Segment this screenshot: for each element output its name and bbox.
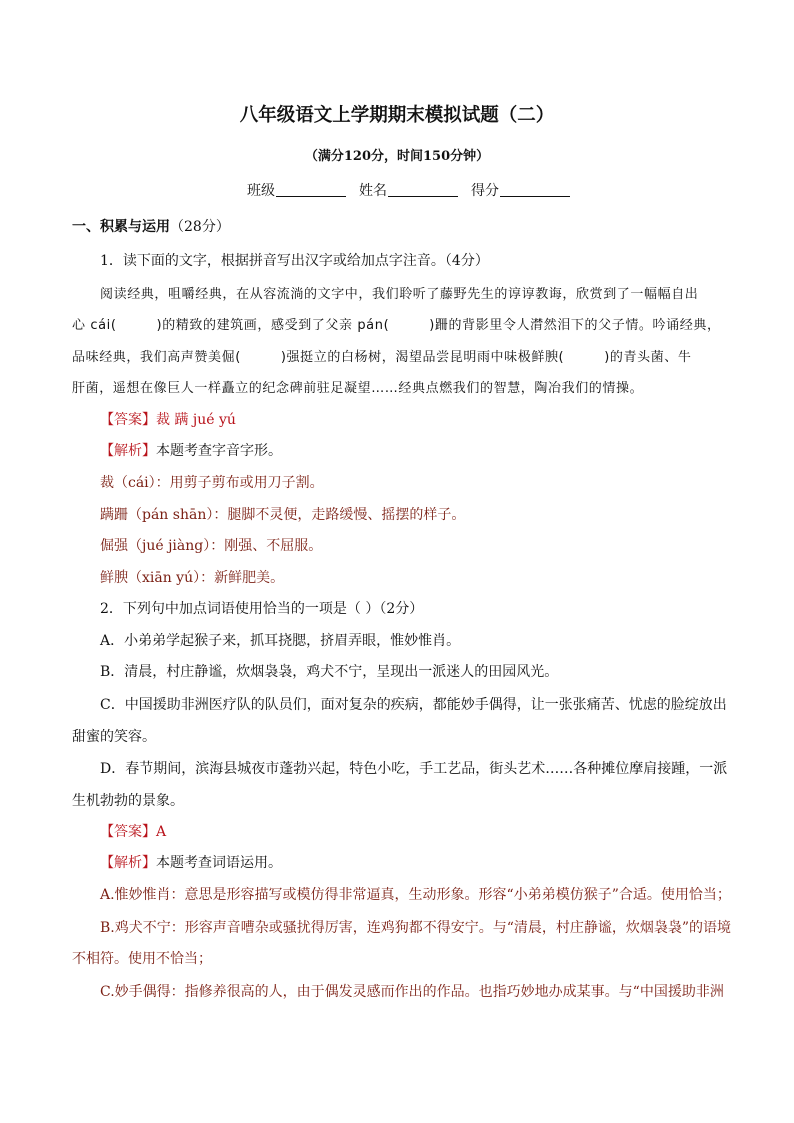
question-2-analysis bbox=[100, 853, 282, 873]
answer-tag: 【答案】 bbox=[100, 824, 156, 840]
name-label: 姓名 bbox=[359, 183, 387, 199]
analysis-text: 本题考查字音字形。 bbox=[156, 443, 282, 459]
score-blank bbox=[500, 182, 570, 197]
option-d-cont: 生机勃勃的景象。 bbox=[72, 793, 184, 809]
note-line: 蹒跚（pán shān）：腿脚不灵便，走路缓慢、摇摆的样子。 bbox=[100, 507, 466, 523]
note-line: 倔强（jué jiàng）：刚强、不屈服。 bbox=[100, 538, 323, 554]
option-c: C．中国援助非洲医疗队的队员们，面对复杂的疾病，都能妙手偶得，让一张张痛苦、忧虑的脸绽放出 bbox=[100, 697, 727, 713]
score-field bbox=[471, 181, 570, 201]
section-heading: 一、积累与运用（28分） bbox=[72, 219, 230, 235]
analysis-tag: 【解析】 bbox=[100, 855, 156, 871]
page-subtitle: （满分120分，时间150分钟） bbox=[304, 149, 490, 164]
passage-line-2: 心 cái( )的精致的建筑画，感受到了父亲 pán( )跚的背影里令人潸然泪下的父子情。吟诵经典， bbox=[72, 318, 721, 333]
passage-line-3: 品味经典，我们高声赞美倔( )强挺立的白杨树，渴望品尝昆明雨中味极鲜腴( )的青头菌、牛 bbox=[72, 350, 692, 365]
answer-tag: 【答案】 bbox=[100, 412, 156, 428]
note-line: A.惟妙惟肖：意思是形容描写或模仿得非常逼真，生动形象。形容“小弟弟模仿猴子”合适。使用恰当； bbox=[100, 887, 731, 903]
question-1-answer bbox=[100, 410, 236, 430]
note-line: 裁（cái）：用剪子剪布或用刀子割。 bbox=[100, 475, 324, 491]
question-1-analysis bbox=[100, 441, 282, 461]
question-2-stem: 2．下列句中加点词语使用恰当的一项是（ ）（2分） bbox=[100, 601, 424, 617]
question-2-answer bbox=[100, 822, 166, 842]
analysis-tag: 【解析】 bbox=[100, 443, 156, 459]
score-label: 得分 bbox=[471, 183, 499, 199]
analysis-text: 本题考查词语运用。 bbox=[156, 855, 282, 871]
note-line: C.妙手偶得：指修养很高的人，由于偶发灵感而作出的作品。也指巧妙地办成某事。与“中国援助非洲 bbox=[100, 984, 724, 1000]
passage-line-4: 肝菌，遥想在像巨人一样矗立的纪念碑前驻足凝望……经典点燃我们的智慧，陶冶我们的情操。 bbox=[72, 381, 644, 396]
name-field bbox=[359, 181, 458, 201]
question-1-stem: 1．读下面的文字，根据拼音写出汉字或给加点字注音。（4分） bbox=[100, 253, 489, 269]
note-line: 鲜腴（xiān yú）：新鲜肥美。 bbox=[100, 570, 285, 586]
passage-line-1: 阅读经典，咀嚼经典，在从容流淌的文字中，我们聆听了藤野先生的谆谆教诲，欣赏到了一幅幅自出 bbox=[100, 287, 699, 302]
class-blank bbox=[276, 182, 346, 197]
option-a: A．小弟弟学起猴子来，抓耳挠腮，挤眉弄眼，惟妙惟肖。 bbox=[100, 633, 461, 649]
page-title: 八年级语文上学期期末模拟试题（二） bbox=[239, 105, 555, 126]
answer-text: A bbox=[156, 824, 167, 840]
note-line: 不相符。使用不恰当； bbox=[72, 951, 212, 967]
option-d: D．春节期间，滨海县城夜市蓬勃兴起，特色小吃，手工艺品，街头艺术……各种摊位摩肩接踵，一派 bbox=[100, 761, 728, 777]
class-label: 班级 bbox=[247, 183, 275, 199]
name-blank bbox=[388, 182, 458, 197]
class-field bbox=[247, 181, 346, 201]
option-c-cont: 甜蜜的笑容。 bbox=[72, 729, 156, 745]
answer-text: 裁 蹒 jué yú bbox=[156, 412, 236, 428]
option-b: B．清晨，村庄静谧，炊烟袅袅，鸡犬不宁，呈现出一派迷人的田园风光。 bbox=[100, 664, 559, 680]
note-line: B.鸡犬不宁：形容声音嘈杂或骚扰得厉害，连鸡狗都不得安宁。与“清晨，村庄静谧，炊烟袅袅”的语境 bbox=[100, 920, 732, 936]
